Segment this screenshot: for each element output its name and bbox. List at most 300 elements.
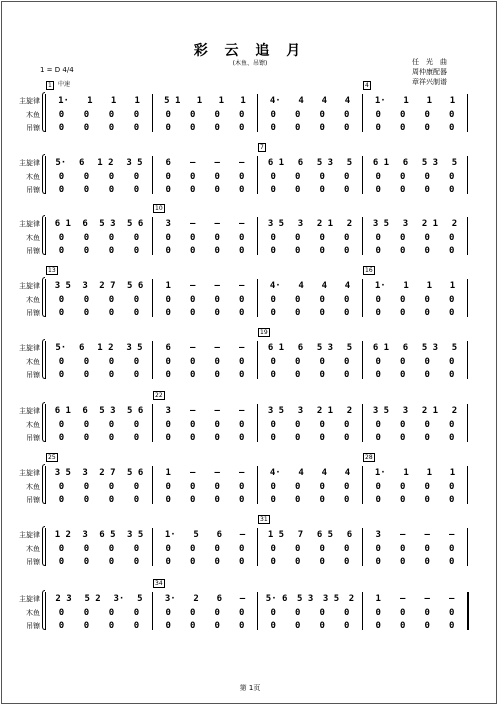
instrument-label: 吊镲 bbox=[26, 124, 40, 132]
melody-note: — bbox=[400, 594, 406, 604]
melody-row bbox=[156, 219, 254, 229]
muyu-row bbox=[156, 295, 254, 305]
instrument-label: 吊镲 bbox=[26, 434, 40, 442]
melody-row bbox=[366, 594, 464, 604]
rest-note: 0 bbox=[83, 420, 90, 430]
muyu-row bbox=[49, 233, 149, 243]
rest-note: 0 bbox=[108, 172, 115, 182]
muyu-row bbox=[366, 544, 464, 554]
melody-note: 3 bbox=[375, 530, 381, 540]
rest-note: 0 bbox=[108, 495, 115, 505]
rest-note: 0 bbox=[83, 557, 90, 567]
rest-note: 0 bbox=[344, 544, 350, 554]
melody-note: 6 bbox=[297, 158, 304, 168]
instrument-label: 吊镲 bbox=[26, 371, 40, 379]
diaobo-row bbox=[261, 123, 359, 133]
rest-note: 0 bbox=[214, 233, 220, 243]
melody-note: 6 bbox=[216, 594, 222, 604]
measure bbox=[363, 524, 467, 570]
rest-note: 0 bbox=[214, 185, 220, 195]
rest-note: 0 bbox=[58, 357, 65, 367]
rest-note: 0 bbox=[133, 123, 140, 133]
melody-note: 5 2 bbox=[84, 594, 101, 604]
score-system bbox=[0, 454, 500, 508]
measure bbox=[46, 152, 152, 198]
rest-note: 0 bbox=[108, 295, 115, 305]
melody-row bbox=[49, 158, 149, 168]
melody-row bbox=[366, 468, 464, 478]
melody-note: 6 bbox=[297, 343, 304, 353]
diaobo-row bbox=[156, 185, 254, 195]
rest-note: 0 bbox=[190, 110, 196, 120]
measure bbox=[153, 337, 257, 383]
rest-note: 0 bbox=[83, 172, 90, 182]
rest-note: 0 bbox=[270, 308, 276, 318]
rest-note: 0 bbox=[375, 246, 381, 256]
rest-note: 0 bbox=[190, 308, 196, 318]
rest-note: 0 bbox=[239, 495, 245, 505]
rest-note: 0 bbox=[400, 608, 406, 618]
rest-note: 0 bbox=[375, 557, 381, 567]
rest-note: 0 bbox=[239, 172, 245, 182]
melody-note: — bbox=[239, 406, 245, 416]
rest-note: 0 bbox=[165, 357, 171, 367]
rest-note: 0 bbox=[58, 557, 65, 567]
rest-note: 0 bbox=[108, 110, 115, 120]
rest-note: 0 bbox=[270, 357, 276, 367]
rest-note: 0 bbox=[190, 608, 196, 618]
rest-note: 0 bbox=[344, 357, 350, 367]
muyu-row bbox=[156, 544, 254, 554]
rest-note: 0 bbox=[375, 370, 381, 380]
score-system bbox=[0, 144, 500, 198]
melody-note: 5· bbox=[55, 343, 67, 353]
measure bbox=[258, 400, 362, 446]
rest-note: 0 bbox=[270, 233, 276, 243]
melody-note: 6 1 bbox=[54, 219, 71, 229]
rehearsal-mark: 7 bbox=[260, 144, 264, 151]
muyu-row bbox=[261, 295, 359, 305]
diaobo-row bbox=[366, 557, 464, 567]
rest-note: 0 bbox=[133, 482, 140, 492]
melody-note: 3 5 bbox=[54, 468, 71, 478]
muyu-row bbox=[366, 233, 464, 243]
melody-row bbox=[261, 594, 359, 604]
rest-note: 0 bbox=[375, 308, 381, 318]
rest-note: 0 bbox=[165, 246, 171, 256]
measure bbox=[153, 524, 257, 570]
diaobo-row bbox=[261, 621, 359, 631]
melody-row bbox=[156, 96, 254, 106]
melody-note: 1· bbox=[374, 468, 386, 478]
diaobo-row bbox=[49, 123, 149, 133]
rest-note: 0 bbox=[190, 544, 196, 554]
score-title: 彩 云 追 月 bbox=[193, 43, 307, 59]
muyu-row bbox=[366, 482, 464, 492]
rest-note: 0 bbox=[58, 621, 65, 631]
rest-note: 0 bbox=[400, 544, 406, 554]
diaobo-row bbox=[366, 621, 464, 631]
rest-note: 0 bbox=[239, 420, 245, 430]
rest-note: 0 bbox=[58, 233, 65, 243]
score-system bbox=[0, 580, 500, 634]
rest-note: 0 bbox=[400, 420, 406, 430]
rest-note: 0 bbox=[108, 557, 115, 567]
melody-row bbox=[366, 219, 464, 229]
rest-note: 0 bbox=[295, 621, 301, 631]
rest-note: 0 bbox=[190, 123, 196, 133]
instrument-label: 木鱼 bbox=[26, 358, 40, 366]
rest-note: 0 bbox=[58, 544, 65, 554]
rest-note: 0 bbox=[400, 482, 406, 492]
rest-note: 0 bbox=[108, 357, 115, 367]
muyu-row bbox=[49, 110, 149, 120]
rest-note: 0 bbox=[239, 185, 245, 195]
key-signature: 1 = D 4/4 bbox=[40, 66, 74, 74]
melody-note: — bbox=[214, 406, 220, 416]
melody-note: 3 bbox=[165, 406, 171, 416]
measure bbox=[363, 275, 467, 321]
melody-note: 5· bbox=[55, 158, 67, 168]
rest-note: 0 bbox=[239, 246, 245, 256]
measure bbox=[258, 588, 362, 634]
rest-note: 0 bbox=[344, 295, 350, 305]
rest-note: 0 bbox=[58, 482, 65, 492]
rest-note: 0 bbox=[424, 185, 430, 195]
melody-note: — bbox=[449, 530, 455, 540]
melody-note: 5 6 bbox=[126, 406, 144, 416]
instrument-label: 吊镲 bbox=[26, 496, 40, 504]
melody-note: 4 bbox=[298, 281, 304, 291]
melody-row bbox=[49, 343, 149, 353]
rest-note: 0 bbox=[424, 433, 430, 443]
melody-note: 3 5 bbox=[322, 594, 340, 604]
melody-note: 3 5 bbox=[126, 158, 143, 168]
rest-note: 0 bbox=[214, 295, 220, 305]
diaobo-row bbox=[366, 123, 464, 133]
diaobo-row bbox=[156, 308, 254, 318]
rest-note: 0 bbox=[400, 246, 406, 256]
melody-note: 6 bbox=[82, 406, 88, 416]
melody-note: 6 bbox=[79, 343, 85, 353]
rest-note: 0 bbox=[344, 246, 350, 256]
rest-note: 0 bbox=[449, 123, 455, 133]
melody-note: 3 5 bbox=[267, 219, 285, 229]
melody-note: — bbox=[214, 343, 220, 353]
melody-note: 5 3 bbox=[421, 158, 439, 168]
muyu-row bbox=[156, 172, 254, 182]
rest-note: 0 bbox=[133, 357, 140, 367]
rest-note: 0 bbox=[270, 608, 276, 618]
rest-note: 0 bbox=[133, 420, 140, 430]
melody-note: 3 bbox=[297, 219, 304, 229]
melody-row bbox=[366, 158, 464, 168]
melody-note: 1· bbox=[374, 96, 386, 106]
melody-note: 4 bbox=[321, 281, 327, 291]
melody-note: 3 5 bbox=[54, 281, 71, 291]
diaobo-row bbox=[156, 621, 254, 631]
rest-note: 0 bbox=[239, 544, 245, 554]
rest-note: 0 bbox=[400, 357, 406, 367]
instrument-label: 木鱼 bbox=[26, 421, 40, 429]
rest-note: 0 bbox=[133, 172, 140, 182]
measure bbox=[46, 275, 152, 321]
rest-note: 0 bbox=[449, 295, 455, 305]
rest-note: 0 bbox=[424, 357, 430, 367]
muyu-row bbox=[156, 608, 254, 618]
melody-note: 1· bbox=[58, 96, 69, 106]
muyu-row bbox=[156, 110, 254, 120]
melody-note: 3· bbox=[113, 594, 125, 604]
rest-note: 0 bbox=[214, 557, 220, 567]
melody-note: 6 1 bbox=[372, 158, 390, 168]
muyu-row bbox=[366, 295, 464, 305]
rest-note: 0 bbox=[190, 246, 196, 256]
muyu-row bbox=[49, 295, 149, 305]
diaobo-row bbox=[366, 370, 464, 380]
rest-note: 0 bbox=[133, 308, 140, 318]
rest-note: 0 bbox=[375, 295, 381, 305]
score-system bbox=[0, 267, 500, 321]
rest-note: 0 bbox=[190, 295, 196, 305]
rehearsal-mark: 28 bbox=[365, 454, 373, 461]
measure bbox=[363, 588, 467, 634]
rest-note: 0 bbox=[83, 110, 90, 120]
melody-row bbox=[49, 530, 149, 540]
melody-note: 2 bbox=[451, 219, 458, 229]
rest-note: 0 bbox=[165, 621, 171, 631]
muyu-row bbox=[156, 233, 254, 243]
melody-note: 5 3 bbox=[99, 219, 116, 229]
measure bbox=[363, 337, 467, 383]
instrument-label: 吊镲 bbox=[26, 622, 40, 630]
rest-note: 0 bbox=[319, 544, 325, 554]
rest-note: 0 bbox=[449, 233, 455, 243]
rehearsal-mark: 10 bbox=[155, 205, 163, 212]
rest-note: 0 bbox=[449, 370, 455, 380]
melody-note: — bbox=[424, 530, 430, 540]
rest-note: 0 bbox=[344, 308, 350, 318]
measure bbox=[363, 152, 467, 198]
instrument-label: 主旋律 bbox=[19, 344, 40, 352]
rest-note: 0 bbox=[319, 308, 325, 318]
rest-note: 0 bbox=[165, 495, 171, 505]
rest-note: 0 bbox=[424, 308, 430, 318]
rest-note: 0 bbox=[165, 557, 171, 567]
diaobo-row bbox=[366, 495, 464, 505]
rehearsal-mark: 16 bbox=[365, 267, 373, 274]
rest-note: 0 bbox=[319, 370, 325, 380]
rest-note: 0 bbox=[424, 495, 430, 505]
melody-note: — bbox=[190, 158, 196, 168]
rest-note: 0 bbox=[58, 420, 65, 430]
melody-note: 6 bbox=[79, 158, 85, 168]
rest-note: 0 bbox=[375, 233, 381, 243]
rest-note: 0 bbox=[58, 172, 65, 182]
rest-note: 0 bbox=[375, 544, 381, 554]
measure bbox=[258, 213, 362, 259]
measure bbox=[46, 400, 152, 446]
rest-note: 0 bbox=[108, 246, 115, 256]
melody-row bbox=[49, 219, 149, 229]
rest-note: 0 bbox=[108, 433, 115, 443]
rest-note: 0 bbox=[424, 557, 430, 567]
melody-note: — bbox=[239, 158, 245, 168]
rest-note: 0 bbox=[83, 185, 90, 195]
melody-row bbox=[261, 468, 359, 478]
rest-note: 0 bbox=[190, 495, 196, 505]
barline bbox=[467, 404, 468, 442]
melody-note: 4 bbox=[344, 468, 351, 478]
melody-note: — bbox=[214, 468, 220, 478]
melody-note: 2 bbox=[193, 594, 199, 604]
melody-note: 4 bbox=[298, 468, 304, 478]
melody-row bbox=[49, 594, 149, 604]
barline bbox=[467, 217, 468, 255]
rest-note: 0 bbox=[108, 544, 115, 554]
rest-note: 0 bbox=[270, 420, 276, 430]
rest-note: 0 bbox=[108, 123, 115, 133]
measure bbox=[46, 588, 152, 634]
melody-note: 1 bbox=[403, 281, 409, 291]
rest-note: 0 bbox=[239, 608, 245, 618]
melody-note: 2 1 bbox=[421, 406, 439, 416]
rest-note: 0 bbox=[319, 420, 325, 430]
rest-note: 0 bbox=[214, 123, 220, 133]
muyu-row bbox=[156, 482, 254, 492]
rest-note: 0 bbox=[214, 420, 220, 430]
rest-note: 0 bbox=[270, 621, 276, 631]
rest-note: 0 bbox=[270, 123, 276, 133]
rest-note: 0 bbox=[133, 621, 140, 631]
rest-note: 0 bbox=[270, 482, 276, 492]
rest-note: 0 bbox=[375, 495, 381, 505]
melody-note: 3· bbox=[164, 594, 176, 604]
rest-note: 0 bbox=[344, 233, 350, 243]
rest-note: 0 bbox=[133, 370, 140, 380]
page-number: 第 1页 bbox=[239, 684, 261, 692]
muyu-row bbox=[49, 544, 149, 554]
rest-note: 0 bbox=[400, 621, 406, 631]
diaobo-row bbox=[261, 370, 359, 380]
rest-note: 0 bbox=[424, 420, 430, 430]
rest-note: 0 bbox=[214, 110, 220, 120]
muyu-row bbox=[49, 420, 149, 430]
engraver-credit: 章祥兴制谱 bbox=[412, 78, 447, 86]
rest-note: 0 bbox=[133, 608, 140, 618]
measure bbox=[46, 213, 152, 259]
rest-note: 0 bbox=[319, 123, 325, 133]
rest-note: 0 bbox=[295, 308, 301, 318]
instrument-label: 主旋律 bbox=[19, 97, 40, 105]
rest-note: 0 bbox=[214, 370, 220, 380]
rest-note: 0 bbox=[424, 233, 430, 243]
rest-note: 0 bbox=[319, 185, 325, 195]
rest-note: 0 bbox=[295, 357, 301, 367]
instrument-label: 吊镲 bbox=[26, 186, 40, 194]
rest-note: 0 bbox=[214, 172, 220, 182]
rest-note: 0 bbox=[239, 370, 245, 380]
instrument-label: 吊镲 bbox=[26, 558, 40, 566]
melody-note: 5· 6 bbox=[265, 594, 288, 604]
rest-note: 0 bbox=[190, 172, 196, 182]
melody-row bbox=[156, 594, 254, 604]
measure bbox=[363, 400, 467, 446]
rest-note: 0 bbox=[449, 544, 455, 554]
rest-note: 0 bbox=[400, 233, 406, 243]
rest-note: 0 bbox=[319, 495, 325, 505]
melody-row bbox=[49, 406, 149, 416]
muyu-row bbox=[49, 608, 149, 618]
rest-note: 0 bbox=[165, 185, 171, 195]
rest-note: 0 bbox=[424, 370, 430, 380]
rest-note: 0 bbox=[58, 308, 65, 318]
melody-note: 1 bbox=[165, 468, 171, 478]
melody-note: — bbox=[214, 281, 220, 291]
rest-note: 0 bbox=[319, 433, 325, 443]
muyu-row bbox=[366, 110, 464, 120]
rest-note: 0 bbox=[344, 495, 350, 505]
measure bbox=[46, 90, 152, 136]
rest-note: 0 bbox=[165, 608, 171, 618]
melody-note: 1 bbox=[196, 96, 203, 106]
melody-note: 6 1 bbox=[267, 343, 285, 353]
melody-note: 5 3 bbox=[316, 158, 334, 168]
measure bbox=[258, 152, 362, 198]
melody-note: 6 bbox=[402, 343, 409, 353]
melody-note: 6 1 bbox=[267, 158, 285, 168]
diaobo-row bbox=[261, 495, 359, 505]
rest-note: 0 bbox=[449, 172, 455, 182]
melody-note: 1 2 bbox=[97, 158, 114, 168]
rest-note: 0 bbox=[83, 482, 90, 492]
rest-note: 0 bbox=[424, 608, 430, 618]
melody-note: 3 bbox=[82, 281, 88, 291]
muyu-row bbox=[261, 357, 359, 367]
rest-note: 0 bbox=[400, 110, 406, 120]
rest-note: 0 bbox=[375, 482, 381, 492]
melody-row bbox=[261, 219, 359, 229]
rest-note: 0 bbox=[190, 420, 196, 430]
rest-note: 0 bbox=[83, 357, 90, 367]
diaobo-row bbox=[366, 246, 464, 256]
rest-note: 0 bbox=[424, 295, 430, 305]
melody-note: 4 bbox=[344, 96, 351, 106]
rest-note: 0 bbox=[133, 110, 140, 120]
melody-note: 1 bbox=[87, 96, 93, 106]
melody-note: 2 1 bbox=[316, 406, 334, 416]
rehearsal-mark: 13 bbox=[48, 267, 56, 274]
rest-note: 0 bbox=[375, 420, 381, 430]
melody-note: 2 bbox=[451, 406, 458, 416]
melody-note: — bbox=[190, 468, 196, 478]
barline bbox=[467, 94, 468, 132]
instrument-label: 主旋律 bbox=[19, 220, 40, 228]
rest-note: 0 bbox=[295, 233, 301, 243]
instrument-label: 主旋律 bbox=[19, 595, 40, 603]
instrument-label: 木鱼 bbox=[26, 545, 40, 553]
rehearsal-mark: 31 bbox=[260, 516, 268, 523]
muyu-row bbox=[261, 172, 359, 182]
melody-note: 3 5 bbox=[126, 343, 143, 353]
melody-note: 3 5 bbox=[126, 530, 144, 540]
rest-note: 0 bbox=[319, 172, 325, 182]
melody-note: — bbox=[239, 530, 246, 540]
melody-note: 2 1 bbox=[316, 219, 334, 229]
melody-note: 4 bbox=[321, 96, 327, 106]
melody-row bbox=[49, 468, 149, 478]
rest-note: 0 bbox=[83, 495, 90, 505]
